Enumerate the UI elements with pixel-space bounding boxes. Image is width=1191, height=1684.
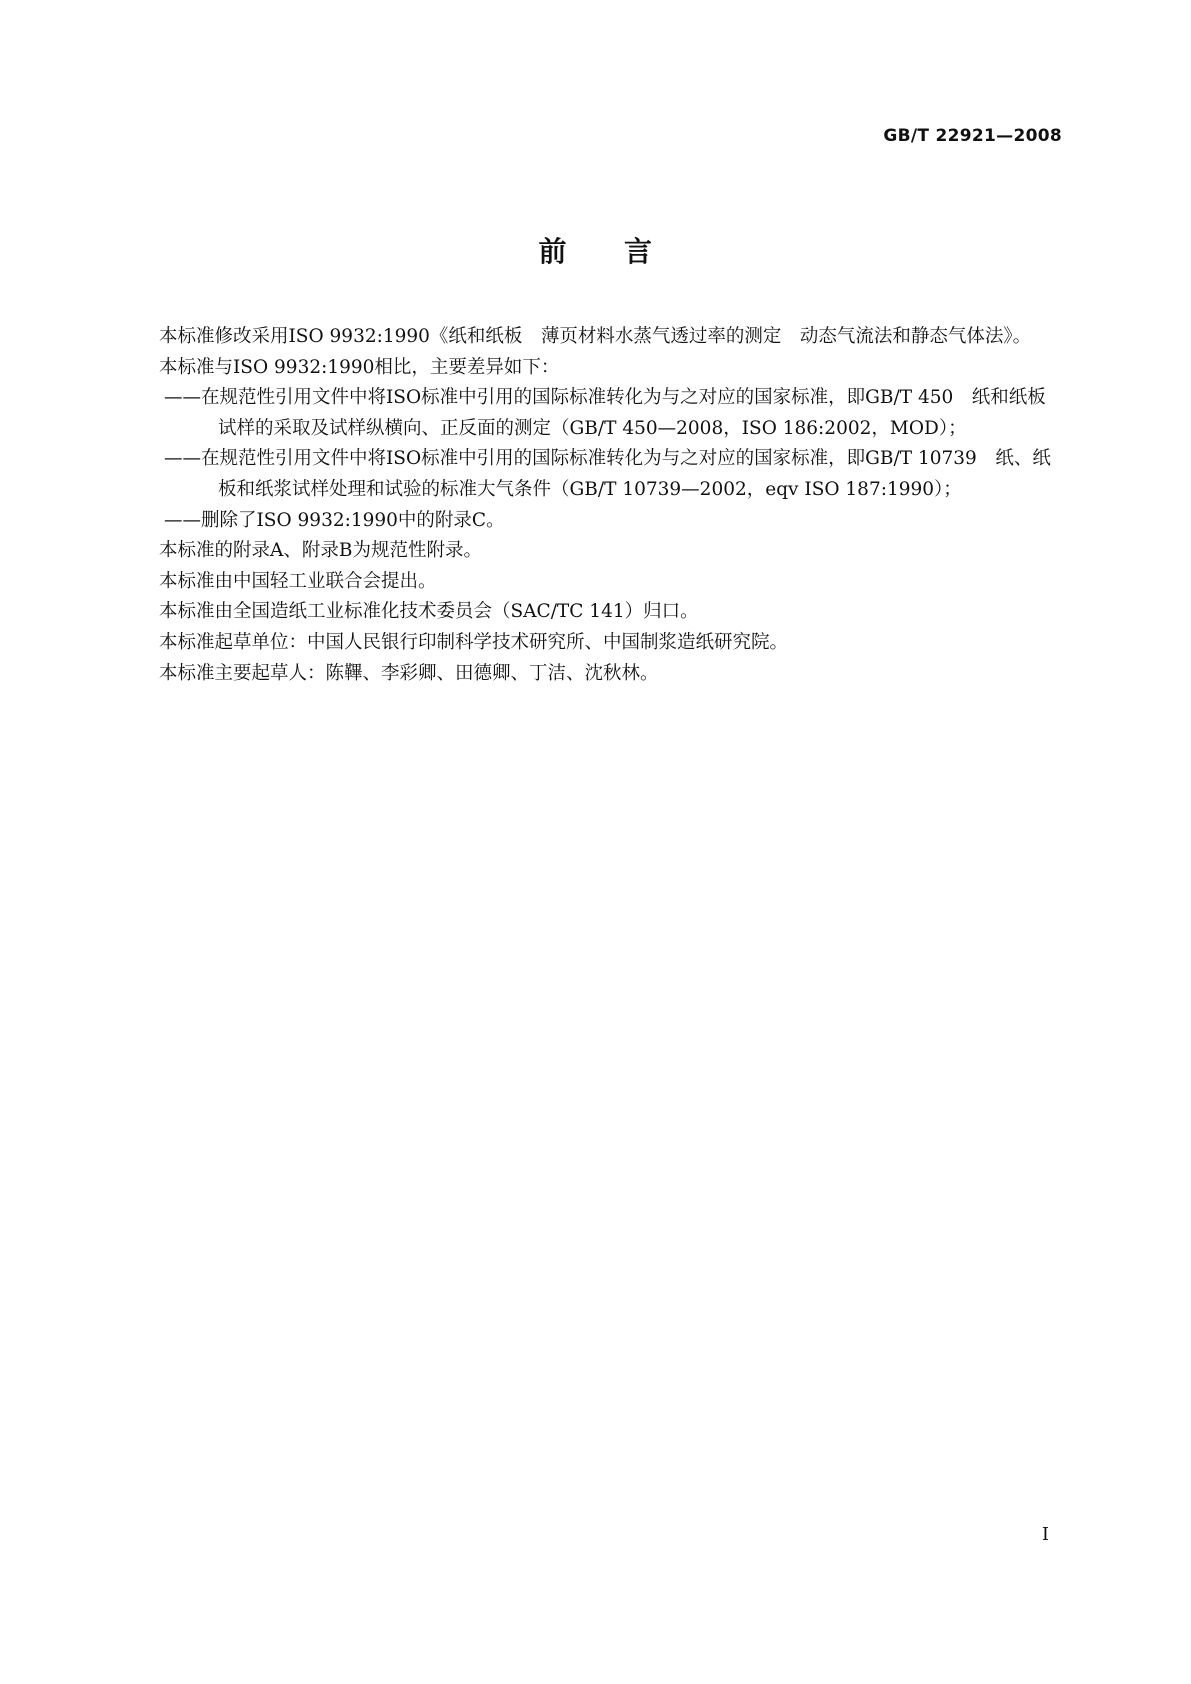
foreword-title: 前 言 [538, 235, 653, 268]
difference-item-gbt10739: ——在规范性引用文件中将ISO标准中引用的国际标准转化为与之对应的国家标准，即GB/T 10739 纸、纸板和纸浆试样处理和试验的标准大气条件（GB/T 10739—2002，eqv ISO 187:1990）； [164, 448, 1051, 500]
difference-item-gbt450: ——在规范性引用文件中将ISO标准中引用的国际标准转化为与之对应的国家标准，即GB/T 450 纸和纸板 试样的采取及试样纵横向、正反面的测定（GB/T 450—2008，ISO 186:2002，MOD）； [164, 387, 1065, 439]
paragraph-drafters: 本标准主要起草人：陈鞸、李彩卿、田德卿、丁洁、沈秋林。 [159, 662, 659, 684]
paragraph-adoption: 本标准修改采用ISO 9932:1990《纸和纸板 薄页材料水蒸气透过率的测定 动态气流法和静态气体法》。 [159, 326, 1032, 347]
page-number: I [1041, 1524, 1049, 1545]
paragraph-differences-intro: 本标准与ISO 9932:1990相比，主要差异如下： [159, 356, 560, 378]
paragraph-centralized-by: 本标准由全国造纸工业标准化技术委员会（SAC/TC 141）归口。 [159, 601, 699, 623]
paragraph-proposed-by: 本标准由中国轻工业联合会提出。 [159, 570, 437, 592]
difference-item-annex-c: ——删除了ISO 9932:1990中的附录C。 [164, 509, 505, 531]
paragraph-drafting-units: 本标准起草单位：中国人民银行印制科学技术研究所、中国制浆造纸研究院。 [159, 631, 789, 653]
foreword-body [122, 322, 1064, 689]
standard-code: GB/T 22921—2008 [883, 126, 1062, 146]
paragraph-annexes: 本标准的附录A、附录B为规范性附录。 [159, 540, 482, 562]
